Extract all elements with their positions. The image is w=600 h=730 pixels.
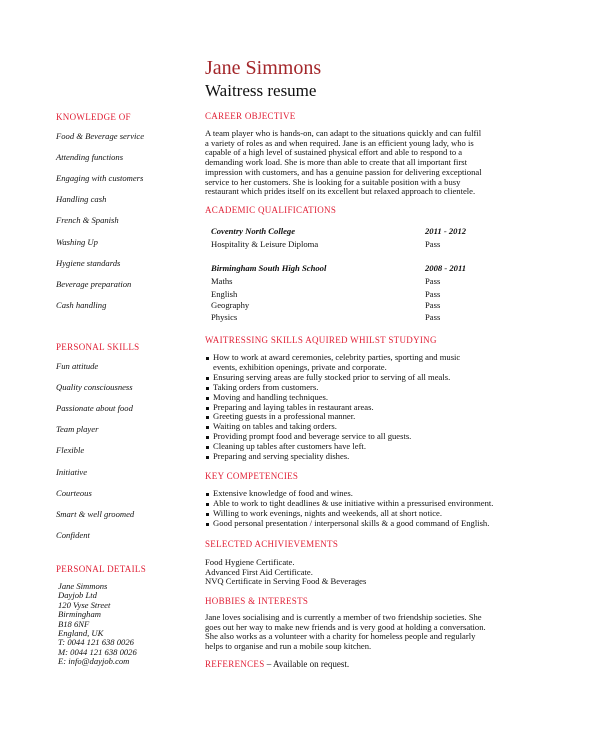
list-item-text: Greeting guests in a professional manner.: [213, 411, 356, 422]
career-line: restaurant which prides itself on its excellent but relaxed approach to clientele.: [205, 186, 476, 197]
hobbies-line: Jane loves socialising and is currently a member of two friendship societies. She: [205, 612, 482, 622]
detail-line: Jane Simmons: [58, 581, 108, 591]
result: Pass: [425, 300, 441, 310]
career-line: service to her customers. She is looking for a suitable position with a busy: [205, 176, 461, 187]
references-line: [205, 659, 349, 669]
career-heading: CAREER OBJECTIVE: [205, 111, 296, 121]
skill-item: Team player: [56, 424, 99, 435]
table-row: [211, 312, 461, 322]
result: Pass: [425, 239, 441, 249]
result: 2008 - 2011: [425, 263, 467, 273]
list-item: [205, 452, 460, 462]
hobbies-heading: HOBBIES & INTERESTS: [205, 596, 309, 606]
qualification: Hospitality & Leisure Diploma: [211, 239, 319, 249]
knowledge-item: French & Spanish: [56, 215, 119, 226]
qualification: Birmingham South High School: [211, 263, 327, 273]
candidate-name: Jane Simmons: [205, 57, 322, 79]
list-item-text: events, exhibition openings, private and corporate.: [213, 361, 387, 372]
list-item-text: How to work at award ceremonies, celebrity parties, sporting and music: [213, 352, 461, 362]
career-line: capable of a high level of sustained physical effort and able to respond to a: [205, 147, 463, 158]
result: Pass: [425, 289, 441, 299]
career-line: impression with customers, and has a genuine passion for delivering exceptional: [205, 166, 482, 177]
skill-item: Quality consciousness: [56, 382, 133, 393]
detail-line: B18 6NF: [58, 618, 90, 629]
table-row: [211, 289, 461, 299]
knowledge-heading: KNOWLEDGE OF: [56, 112, 131, 122]
career-line: demanding work load. She is more than able to create that all important first: [205, 157, 468, 168]
list-item-text: Cleaning up tables after customers have left.: [213, 441, 366, 452]
knowledge-item: Washing Up: [56, 236, 98, 247]
list-item-text: Ensuring serving areas are fully stocked prior to serving of all meals.: [213, 371, 451, 382]
detail-line: M: 0044 121 638 0026: [58, 646, 137, 657]
knowledge-item: Cash handling: [56, 299, 107, 310]
detail-line: Birmingham: [58, 609, 101, 620]
list-item-text: Moving and handling techniques.: [213, 391, 329, 402]
detail-line: 120 Vyse Street: [58, 599, 111, 610]
list-item-text: Providing prompt food and beverage service to all guests.: [213, 431, 412, 442]
table-row: [211, 300, 461, 310]
detail-line: E: info@dayjob.com: [58, 656, 130, 667]
table-row: [211, 226, 467, 236]
skills-heading: PERSONAL SKILLS: [56, 342, 140, 352]
waitressing-list: [205, 353, 460, 462]
career-text: [205, 129, 535, 197]
career-line: A team player who is hands-on, can adapt to the situations quickly and can fulfil: [205, 128, 482, 138]
knowledge-item: Hygiene standards: [56, 257, 121, 268]
qualification: Geography: [211, 300, 250, 310]
list-item: [205, 519, 493, 529]
qualification: Maths: [211, 276, 233, 286]
knowledge-item: Engaging with customers: [56, 173, 144, 184]
achievements-text: [205, 558, 535, 587]
list-item-text: Taking orders from customers.: [213, 381, 319, 392]
result: Pass: [425, 312, 441, 322]
hobbies-line: helps to organise and run a mobile soup kitchen.: [205, 641, 372, 652]
references-text: – Available on request.: [264, 659, 350, 669]
list-item-text: Extensive knowledge of food and wines.: [213, 488, 353, 498]
list-item-text: Willing to work evenings, nights and weekends, all at short notice.: [213, 507, 443, 518]
list-item-text: Good personal presentation / interpersonal skills & a good command of English.: [213, 517, 490, 528]
skill-item: Flexible: [56, 445, 85, 456]
skill-item: Initiative: [56, 466, 88, 477]
waitressing-heading: WAITRESSING SKILLS AQUIRED WHILST STUDYING: [205, 335, 437, 345]
table-row: [211, 239, 461, 249]
knowledge-item: Food & Beverage service: [56, 131, 145, 141]
skill-item: Courteous: [56, 487, 92, 498]
list-item-text: Able to work to tight deadlines & use initiative within a pressurised environment.: [213, 497, 494, 508]
table-row: [211, 276, 461, 286]
result: Pass: [425, 276, 441, 286]
knowledge-item: Attending functions: [56, 152, 124, 163]
table-row: [211, 263, 467, 273]
competencies-heading: KEY COMPETENCIES: [205, 471, 299, 481]
skill-item: Fun attitude: [56, 361, 99, 371]
list-item: [205, 353, 460, 373]
skill-item: Confident: [56, 529, 90, 540]
references-heading: REFERENCES: [205, 659, 265, 669]
achievements-line: Food Hygiene Certificate.: [205, 557, 295, 567]
knowledge-item: Beverage preparation: [56, 278, 132, 289]
qualification: Physics: [211, 312, 238, 322]
hobbies-line: She also works as a volunteer with a charity for homeless people and regularly: [205, 631, 476, 642]
skill-item: Smart & well groomed: [56, 508, 135, 519]
list-item-text: Waiting on tables and taking orders.: [213, 421, 337, 432]
list-item-text: Preparing and serving speciality dishes.: [213, 451, 350, 462]
resume-title: Waitress resume: [205, 81, 317, 100]
hobbies-text: [205, 613, 535, 652]
list-item-text: Preparing and laying tables in restaurant areas.: [213, 401, 374, 412]
detail-line: Dayjob Ltd: [58, 590, 97, 601]
detail-line: England, UK: [58, 628, 104, 638]
academic-heading: ACADEMIC QUALIFICATIONS: [205, 205, 337, 215]
qualification: English: [211, 289, 238, 299]
achievements-line: NVQ Certificate in Serving Food & Beverages: [205, 576, 367, 587]
result: 2011 - 2012: [425, 226, 467, 236]
qualification: Coventry North College: [211, 226, 296, 236]
competencies-list: [205, 489, 493, 529]
detail-line: T: 0044 121 638 0026: [58, 637, 134, 648]
hobbies-line: goes out her way to make new friends and is very good at holding a conversation.: [205, 621, 486, 632]
career-line: a variety of roles as and when required. Jane is an efficient young lady, who is: [205, 137, 474, 148]
skill-item: Passionate about food: [56, 403, 133, 414]
achievements-line: Advanced First Aid Certificate.: [205, 566, 313, 577]
details-heading: PERSONAL DETAILS: [56, 564, 146, 574]
knowledge-item: Handling cash: [56, 194, 107, 205]
achievements-heading: SELECTED ACHIVIEVEMENTS: [205, 539, 339, 549]
